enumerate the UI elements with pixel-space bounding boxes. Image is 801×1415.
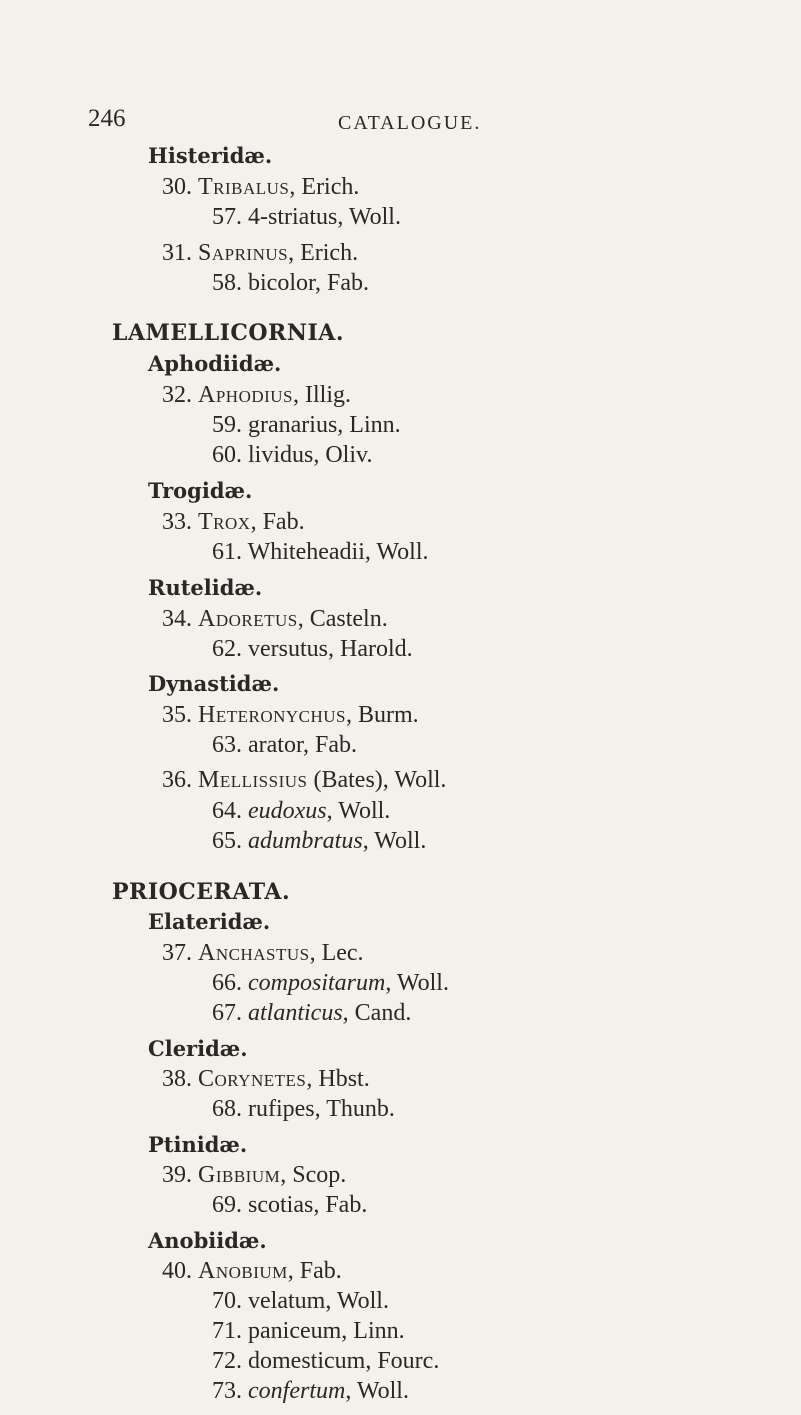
entry-number: 31. [162,240,192,266]
family-heading: Trogidæ. [148,478,253,503]
entry-number: 60. [212,442,242,468]
species-name: compositarum [248,970,386,996]
genus-author: , Casteln. [297,606,388,632]
species-name: atlanticus [248,1000,343,1026]
species-entry [212,635,413,663]
species-entry [212,441,372,469]
genus-name: Heteronychus [198,702,347,728]
species-author: , Thunb. [314,1096,395,1122]
genus-author: , Fab. [250,509,305,535]
genus-name: Anobium [198,1258,288,1284]
family-heading: Aphodiidæ. [148,351,282,376]
species-name: scotias [248,1192,314,1218]
entry-number: 73. [212,1378,242,1404]
species-author: , Woll. [362,828,427,854]
genus-name: Corynetes [198,1066,307,1092]
entry-number: 70. [212,1288,242,1314]
genus-entry [162,381,351,409]
genus-author: , Erich. [288,240,359,266]
entry-number: 64. [212,798,242,824]
entry-number: 61. [212,539,242,565]
genus-name: Gibbium [198,1162,281,1188]
genus-entry [162,1161,346,1189]
species-entry [212,731,357,759]
genus-author: , Illig. [293,382,352,408]
species-entry [212,538,429,566]
species-author: , Linn. [341,1318,405,1344]
genus-entry [162,173,359,201]
entry-number: 39. [162,1162,192,1188]
family-heading: Ptinidæ. [148,1132,248,1157]
genus-entry [162,239,358,267]
species-name: adumbratus [248,828,363,854]
entry-number: 68. [212,1096,242,1122]
species-author: , Woll. [325,1288,389,1314]
entry-number: 66. [212,970,242,996]
genus-name: Trox [198,509,251,535]
order-heading: PRIOCERATA. [112,879,291,905]
genus-author: , Fab. [287,1258,342,1284]
species-name: Whiteheadii [247,539,365,565]
species-name: eudoxus [248,798,327,824]
entry-number: 59. [212,412,242,438]
genus-entry [162,1257,342,1285]
entry-number: 58. [212,270,242,296]
species-name: arator [248,732,303,758]
species-entry [212,797,390,825]
entry-number: 57. [212,204,242,230]
genus-entry [162,939,364,967]
entry-number: 71. [212,1318,242,1344]
genus-name: Mellissius [198,767,308,793]
entry-number: 67. [212,1000,242,1026]
order-heading: LAMELLICORNIA. [112,320,344,346]
species-author: , Woll. [345,1378,409,1404]
species-name: domesticum [248,1348,366,1374]
genus-entry [162,766,446,794]
species-author: , Linn. [337,412,401,438]
species-name: velatum [248,1288,326,1314]
species-author: , Fab. [315,270,370,296]
family-heading: Dynastidæ. [148,671,280,696]
species-entry [212,1317,405,1345]
page-number: 246 [88,105,126,132]
family-heading: Histeridæ. [148,143,273,168]
species-entry [212,999,411,1027]
genus-author: , Burm. [346,702,419,728]
species-author: , Fourc. [365,1348,440,1374]
species-author: , Fab. [313,1192,368,1218]
entry-number: 32. [162,382,192,408]
species-name: paniceum [248,1318,342,1344]
entry-number: 62. [212,636,242,662]
genus-author: , Hbst. [306,1066,370,1092]
family-heading: Anobiidæ. [148,1228,267,1253]
genus-name: Aphodius [198,382,294,408]
species-name: confertum [248,1378,346,1404]
species-entry [212,203,401,231]
species-entry [212,1287,389,1315]
entry-number: 40. [162,1258,192,1284]
entry-number: 38. [162,1066,192,1092]
species-author: , Woll. [337,204,401,230]
species-entry [212,269,369,297]
genus-author: (Bates), Woll. [307,767,447,793]
species-entry [212,1095,395,1123]
species-entry [212,969,449,997]
species-author: , Woll. [364,539,429,565]
species-author: , Cand. [342,1000,412,1026]
species-name: versutus [248,636,328,662]
species-entry [212,411,401,439]
entry-number: 37. [162,940,192,966]
species-entry [212,1377,409,1405]
species-author: , Fab. [303,732,357,758]
genus-entry [162,605,388,633]
genus-author: , Erich. [289,174,360,200]
species-author: , Oliv. [313,442,373,468]
entry-number: 72. [212,1348,242,1374]
genus-name: Saprinus [198,240,289,266]
genus-entry [162,1065,370,1093]
genus-name: Adoretus [198,606,298,632]
species-name: lividus [248,442,314,468]
family-heading: Rutelidæ. [148,575,263,600]
family-heading: Cleridæ. [148,1036,248,1061]
entry-number: 63. [212,732,242,758]
genus-entry [162,508,305,536]
entry-number: 69. [212,1192,242,1218]
species-author: , Woll. [385,970,449,996]
genus-entry [162,701,419,729]
species-name: rufipes [248,1096,315,1122]
species-entry [212,827,426,855]
species-author: , Woll. [326,798,391,824]
entry-number: 35. [162,702,192,728]
entry-number: 30. [162,174,192,200]
running-head: CATALOGUE. [338,112,482,134]
family-heading: Elateridæ. [148,909,271,934]
genus-name: Anchastus [198,940,310,966]
genus-name: Tribalus [198,174,290,200]
species-name: granarius [248,412,338,438]
entry-number: 65. [212,828,242,854]
species-name: 4-striatus [248,204,338,230]
entry-number: 36. [162,767,192,793]
entry-number: 34. [162,606,192,632]
species-entry [212,1347,439,1375]
genus-author: , Scop. [280,1162,347,1188]
entry-number: 33. [162,509,192,535]
species-entry [212,1191,367,1219]
genus-author: , Lec. [309,940,364,966]
species-author: , Harold. [328,636,413,662]
species-name: bicolor [248,270,316,296]
